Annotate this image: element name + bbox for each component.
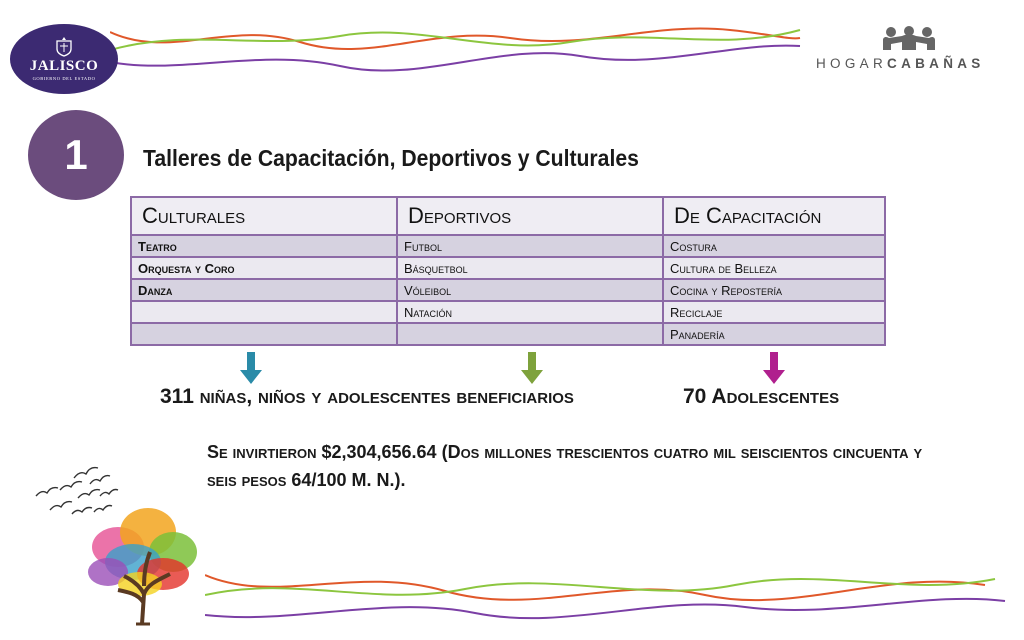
crest-icon	[53, 37, 75, 57]
section-number-badge: 1	[28, 110, 124, 200]
table-row	[131, 279, 885, 301]
adolescents-summary: 70 Adolescentes	[683, 385, 840, 408]
hogar-cabanas-logo	[812, 24, 1012, 74]
table-row	[131, 323, 885, 345]
arrow-down-icon	[240, 352, 262, 384]
table-cell: Reciclaje	[663, 301, 885, 323]
table-row	[131, 301, 885, 323]
table-cell	[131, 323, 397, 345]
investment-summary: Se invirtieron $2,304,656.64 (Dos millones trescientos cuatro mil seiscientos cincuenta y seis pesos 64/100 M. N.).	[207, 442, 923, 490]
header-culturales: Culturales	[131, 197, 397, 235]
hogar-logo-text: HOGARCABAÑAS	[816, 56, 985, 71]
jalisco-logo-name: JALISCO	[29, 58, 99, 74]
header-capacitacion: De Capacitación	[663, 197, 885, 235]
table-cell: Futbol	[397, 235, 663, 257]
arrow-down-icon	[521, 352, 543, 384]
table-cell: Costura	[663, 235, 885, 257]
beneficiaries-summary: 311 niñas, niños y adolescentes beneficiarios	[160, 385, 574, 408]
arrow-down-icon	[763, 352, 785, 384]
table-cell	[131, 301, 397, 323]
programs-table	[130, 196, 886, 346]
page-title: Talleres de Capacitación, Deportivos y Culturales	[143, 145, 639, 171]
top-wave-decoration	[110, 20, 810, 90]
family-icon	[882, 26, 936, 50]
table-cell	[397, 323, 663, 345]
table-cell: Panadería	[663, 323, 885, 345]
table-header-row	[131, 197, 885, 235]
header-deportivos: Deportivos	[397, 197, 663, 235]
table-cell: Teatro	[131, 235, 397, 257]
jalisco-logo-subtitle: GOBIERNO DEL ESTADO	[32, 76, 96, 81]
table-cell: Vóleibol	[397, 279, 663, 301]
table-cell: Orquesta y Coro	[131, 257, 397, 279]
table-cell: Natación	[397, 301, 663, 323]
table-row	[131, 235, 885, 257]
table-row	[131, 257, 885, 279]
bottom-wave-decoration	[205, 555, 1015, 635]
table-cell: Danza	[131, 279, 397, 301]
table-cell: Cultura de Belleza	[663, 257, 885, 279]
tree-illustration	[78, 502, 208, 627]
jalisco-logo	[10, 24, 118, 94]
table-cell: Cocina y Repostería	[663, 279, 885, 301]
table-cell: Básquetbol	[397, 257, 663, 279]
